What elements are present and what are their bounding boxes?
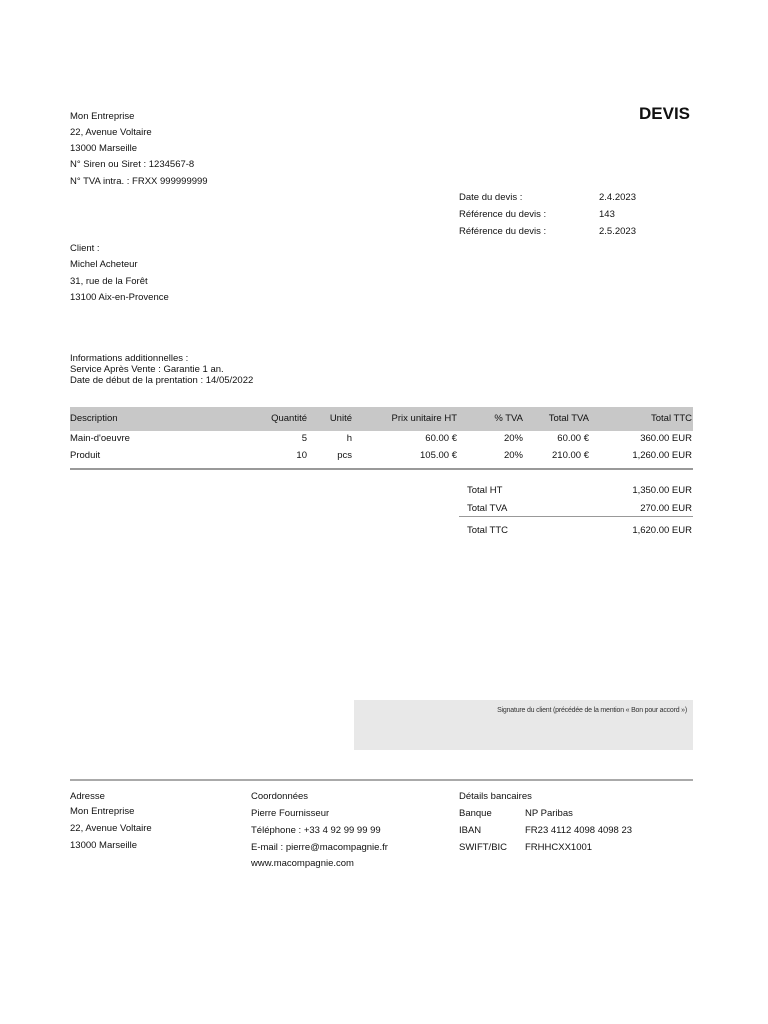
row-2-total-ttc: 1,260.00 EUR — [632, 450, 692, 461]
header-total-ttc: Total TTC — [650, 413, 692, 424]
company-tva: N° TVA intra. : FRXX 999999999 — [70, 176, 208, 187]
meta-label-reference: Référence du devis : — [459, 209, 547, 220]
total-tva-label: Total TVA — [467, 503, 508, 514]
total-tva-value: 270.00 EUR — [640, 503, 692, 514]
client-city: 13100 Aix-en-Provence — [70, 292, 169, 303]
meta-value-date: 2.4.2023 — [599, 192, 636, 203]
footer-bank-heading: Détails bancaires — [459, 791, 532, 802]
row-1-prix: 60.00 € — [425, 433, 457, 444]
info-line-2: Date de début de la prentation : 14/05/2022 — [70, 375, 254, 386]
row-2-total-tva: 210.00 € — [552, 450, 589, 461]
header-total-tva: Total TVA — [548, 413, 589, 424]
client-heading: Client : — [70, 243, 100, 254]
footer-address-line-3: 13000 Marseille — [70, 840, 138, 851]
total-ttc-value: 1,620.00 EUR — [632, 525, 692, 536]
footer-bank-label-2: IBAN — [459, 825, 482, 836]
header-description: Description — [70, 413, 118, 424]
signature-label: Signature du client (précédée de la mention « Bon pour accord ») — [497, 707, 687, 714]
meta-value-reference-2: 2.5.2023 — [599, 226, 636, 237]
row-1-quantite: 5 — [301, 433, 307, 444]
company-street: 22, Avenue Voltaire — [70, 127, 152, 138]
row-2-quantite: 10 — [296, 450, 307, 461]
footer-divider — [70, 779, 693, 781]
header-tva-pct: % TVA — [494, 413, 523, 424]
footer-contact-email[interactable]: E-mail : pierre@macompagnie.fr — [251, 842, 388, 853]
signature-box[interactable] — [354, 700, 693, 750]
client-street: 31, rue de la Forêt — [70, 276, 148, 287]
row-2-unite: pcs — [337, 450, 352, 461]
info-heading: Informations additionnelles : — [70, 353, 189, 364]
footer-contact-website[interactable]: www.macompagnie.com — [251, 858, 354, 869]
total-ht-value: 1,350.00 EUR — [632, 485, 692, 496]
footer-address-heading: Adresse — [70, 791, 105, 802]
meta-label-date: Date du devis : — [459, 192, 523, 203]
meta-value-reference: 143 — [599, 209, 615, 220]
footer-contact-name: Pierre Fournisseur — [251, 808, 330, 819]
company-name: Mon Entreprise — [70, 111, 135, 122]
footer-bank-label-3: SWIFT/BIC — [459, 842, 508, 853]
client-name: Michel Acheteur — [70, 259, 138, 270]
meta-label-reference-2: Référence du devis : — [459, 226, 547, 237]
row-2-tva-pct: 20% — [503, 450, 523, 461]
header-unite: Unité — [329, 413, 352, 424]
footer-contact-heading: Coordonnées — [251, 791, 309, 802]
row-1-unite: h — [346, 433, 352, 444]
header-prix: Prix unitaire HT — [391, 413, 457, 424]
footer-bank-value-3: FRHHCXX1001 — [525, 842, 593, 853]
row-2-prix: 105.00 € — [420, 450, 457, 461]
footer-bank-value-1: NP Paribas — [525, 808, 573, 819]
row-1-total-ttc: 360.00 EUR — [640, 433, 692, 444]
row-1-description: Main-d'oeuvre — [70, 433, 130, 444]
table-bottom-divider — [70, 468, 693, 470]
company-siren: N° Siren ou Siret : 1234567-8 — [70, 159, 195, 170]
total-ht-label: Total HT — [467, 485, 503, 496]
footer-address-line-1: Mon Entreprise — [70, 806, 135, 817]
footer-bank-label-1: Banque — [459, 808, 492, 819]
footer-address-line-2: 22, Avenue Voltaire — [70, 823, 152, 834]
footer-contact-phone[interactable]: Téléphone : +33 4 92 99 99 99 — [251, 825, 381, 836]
info-line-1: Service Après Vente : Garantie 1 an. — [70, 364, 224, 375]
header-quantite: Quantité — [271, 413, 307, 424]
footer-bank-value-2: FR23 4112 4098 4098 23 — [525, 825, 633, 836]
row-2-description: Produit — [70, 450, 101, 461]
total-ttc-label: Total TTC — [467, 525, 509, 536]
totals-divider — [459, 516, 693, 517]
company-city: 13000 Marseille — [70, 143, 138, 154]
row-1-total-tva: 60.00 € — [557, 433, 589, 444]
document-title: DEVIS — [639, 104, 691, 123]
row-1-tva-pct: 20% — [503, 433, 523, 444]
